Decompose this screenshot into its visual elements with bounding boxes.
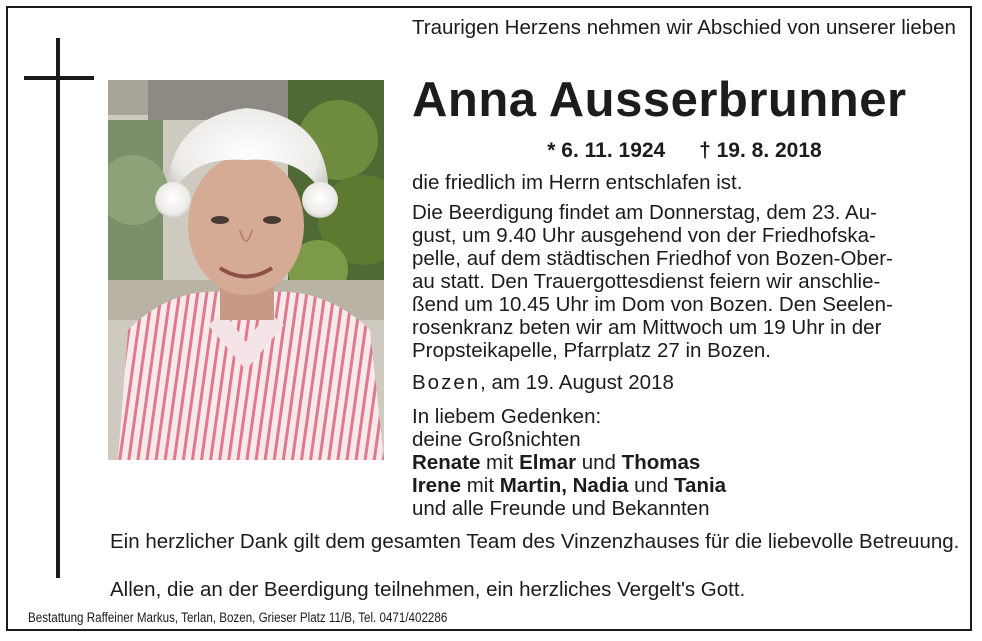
funeral-line: Propsteikapelle, Pfarrplatz 27 in Bozen.: [412, 339, 771, 362]
intro-text: Traurigen Herzens nehmen wir Abschied von unserer lieben: [412, 16, 956, 39]
connector: und: [576, 451, 622, 474]
family-name: Thomas: [621, 451, 701, 474]
funeral-line: ßend um 10.45 Uhr im Dom von Bozen. Den Seelen-: [412, 293, 893, 316]
funeral-home-footer: Bestattung Raffeiner Markus, Terlan, Bozen, Grieser Platz 11/B, Tel. 0471/402286: [28, 610, 448, 625]
place-date: [412, 371, 957, 394]
thanks-text: Ein herzlicher Dank gilt dem gesamten Team des Vinzenzhauses für die liebevolle Betreuung.: [110, 530, 960, 553]
family-line-1: [412, 451, 957, 474]
funeral-line: gust, um 9.40 Uhr ausgehend von der Friedhofska-: [412, 224, 876, 247]
death-date: † 19. 8. 2018: [699, 139, 822, 162]
friends-line: und alle Freunde und Bekannten: [412, 497, 710, 520]
place-name: Bozen: [412, 371, 481, 394]
family-name: Tania: [674, 474, 727, 497]
connector: mit: [461, 474, 500, 497]
closing-text: Allen, die an der Beerdigung teilnehmen, ein herzliches Vergelt's Gott.: [110, 578, 746, 601]
memory-block: [412, 405, 957, 520]
family-line-2: [412, 474, 957, 497]
funeral-line: Die Beerdigung findet am Donnerstag, dem 23. Au-: [412, 201, 877, 224]
notice-date: , am 19. August 2018: [480, 371, 674, 394]
portrait-photo: [108, 80, 384, 460]
connector: und: [628, 474, 675, 497]
cross-icon-bar: [24, 76, 94, 80]
funeral-paragraph: [412, 201, 957, 362]
relation: deine Großnichten: [412, 428, 581, 451]
cross-icon: [56, 38, 60, 578]
passed-text: die friedlich im Herrn entschlafen ist.: [412, 171, 743, 194]
family-name: Renate: [412, 451, 481, 474]
funeral-line: au statt. Den Trauergottesdienst feiern wir anschlie-: [412, 270, 881, 293]
family-name: Elmar: [519, 451, 577, 474]
deceased-name: Anna Ausserbrunner: [412, 73, 907, 127]
life-dates: [412, 139, 957, 163]
funeral-line: rosenkranz beten wir am Mittwoch um 19 Uhr in der: [412, 316, 882, 339]
family-name: Martin, Nadia: [499, 474, 629, 497]
connector: mit: [480, 451, 520, 474]
birth-date: * 6. 11. 1924: [547, 139, 666, 162]
funeral-line: pelle, auf dem städtischen Friedhof von Bozen-Ober-: [412, 247, 893, 270]
memory-intro: In liebem Gedenken:: [412, 405, 602, 428]
family-name: Irene: [412, 474, 461, 497]
